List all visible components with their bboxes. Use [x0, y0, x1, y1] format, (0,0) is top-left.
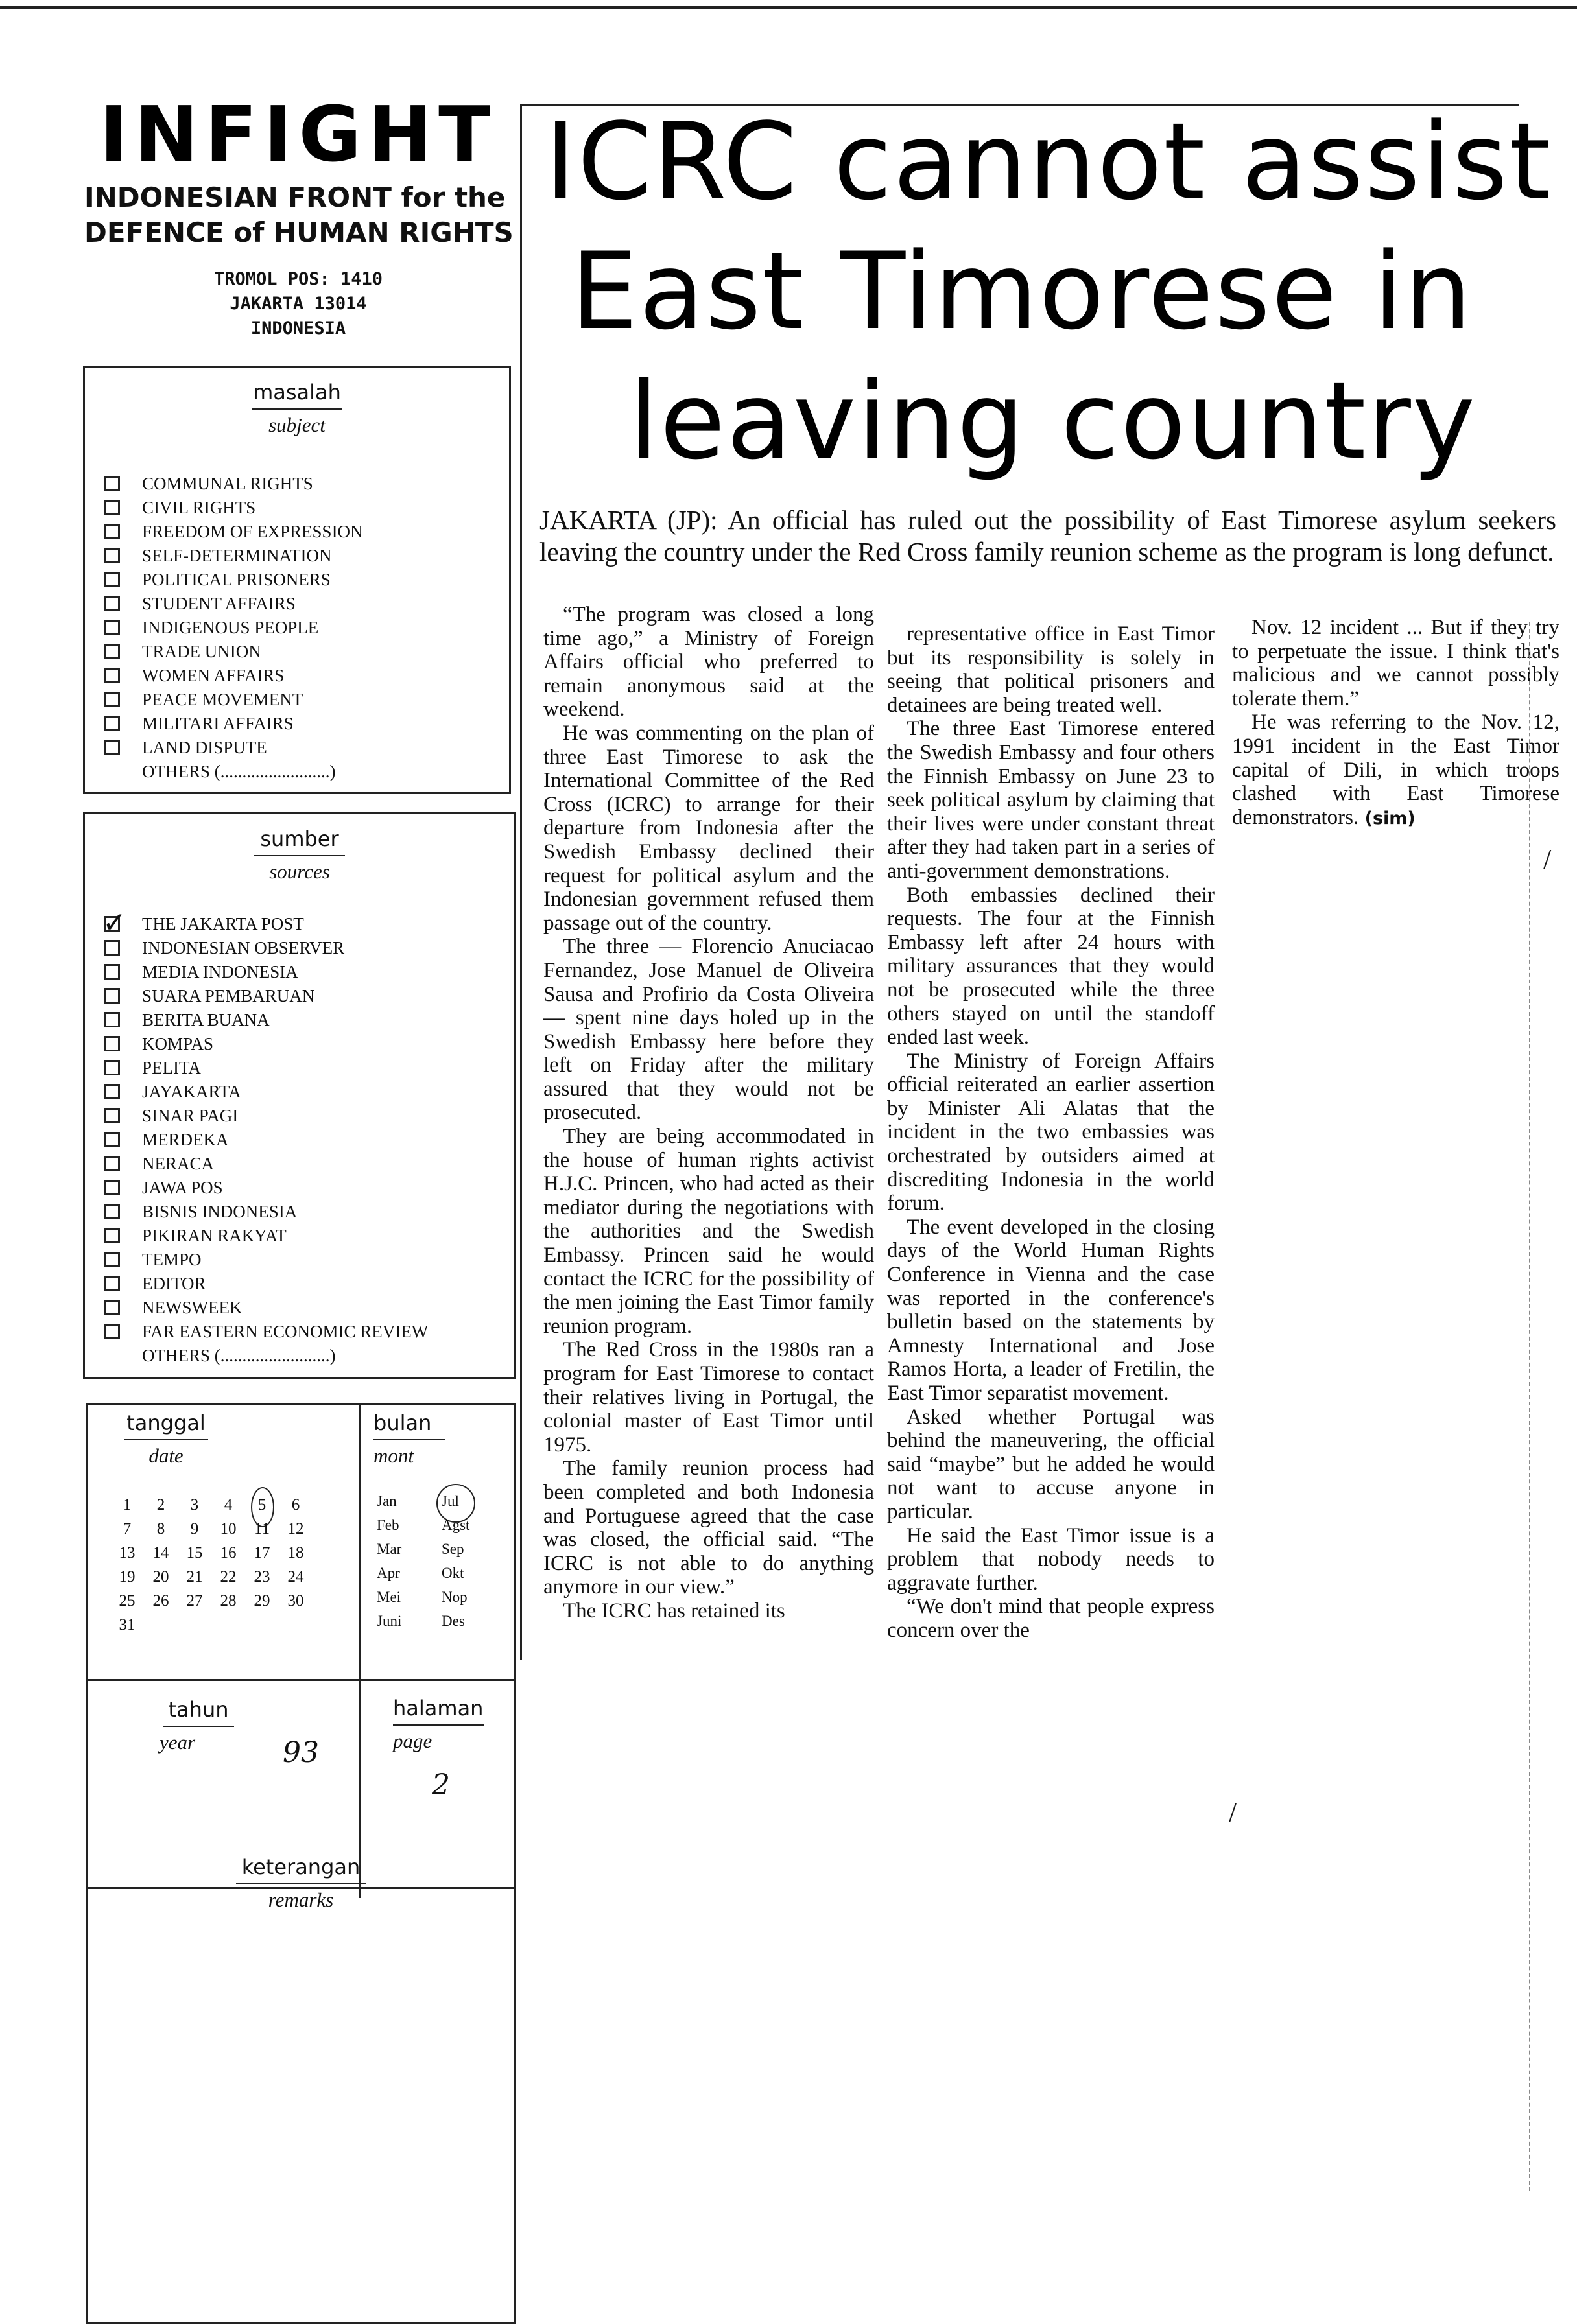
checkbox[interactable]	[104, 668, 120, 683]
date-box	[86, 1403, 516, 2324]
checklist-item	[104, 1104, 428, 1128]
checklist-label: STUDENT AFFAIRS	[142, 594, 296, 613]
calendar-day[interactable]: 12	[287, 1520, 304, 1538]
calendar-day[interactable]: 10	[220, 1520, 237, 1538]
remarks-header	[88, 1855, 514, 1912]
checklist-label: TEMPO	[142, 1250, 202, 1269]
calendar-month[interactable]: Mar	[377, 1541, 402, 1557]
checklist-item	[104, 496, 363, 520]
postal-address	[84, 267, 512, 341]
checklist-item	[104, 1056, 428, 1080]
checklist-label: MEDIA INDONESIA	[142, 962, 298, 981]
checkbox[interactable]	[104, 1084, 120, 1099]
checklist-label: MERDEKA	[142, 1130, 229, 1149]
calendar-day[interactable]: 6	[291, 1496, 300, 1514]
calendar-month[interactable]: Juni	[377, 1613, 402, 1629]
checkbox[interactable]	[104, 964, 120, 980]
checklist-item	[104, 1152, 428, 1176]
checklist-item	[104, 472, 363, 496]
date-title-rule	[124, 1439, 208, 1440]
calendar-day[interactable]: 4	[224, 1496, 233, 1514]
year-subtitle: year	[160, 1731, 196, 1754]
month-title-rule	[374, 1439, 445, 1440]
author-signoff: (sim)	[1358, 808, 1416, 828]
checkbox[interactable]	[104, 1156, 120, 1171]
calendar-day[interactable]: 23	[254, 1568, 270, 1586]
checklist-item	[104, 1296, 428, 1320]
year-title: tahun	[168, 1697, 229, 1722]
organization-name	[84, 180, 516, 250]
org-line-2: DEFENCE of HUMAN RIGHTS	[84, 217, 514, 248]
checkbox[interactable]	[104, 620, 120, 635]
subject-title: masalah	[253, 380, 341, 405]
checklist-label: WOMEN AFFAIRS	[142, 666, 285, 685]
checklist-label: COMMUNAL RIGHTS	[142, 474, 313, 493]
checklist-label: INDIGENOUS PEOPLE	[142, 618, 319, 637]
calendar-day[interactable]: 3	[190, 1496, 199, 1514]
infight-logo: INFIGHT	[99, 89, 497, 179]
page-handwritten: 2	[432, 1768, 450, 1802]
remarks-title: keterangan	[241, 1855, 361, 1879]
checkbox[interactable]	[104, 740, 120, 755]
margin-mark: /	[1543, 843, 1552, 875]
calendar-day[interactable]: 22	[220, 1568, 237, 1586]
checklist-label: SELF-DETERMINATION	[142, 546, 332, 565]
checklist-label: BISNIS INDONESIA	[142, 1202, 298, 1221]
checkbox[interactable]	[104, 1060, 120, 1075]
checklist-label: JAYAKARTA	[142, 1082, 241, 1101]
checklist-item	[104, 664, 363, 688]
sources-box	[83, 812, 516, 1379]
calendar-day[interactable]: 9	[190, 1520, 199, 1538]
calendar-month[interactable]: Agst	[442, 1517, 470, 1533]
article-paragraph: The three — Florencio Anuciacao Fernandez, Jose Manuel de Oliveira Sausa and Profirio da Costa Oliveira — spent nine days holed up in the Swedish Embassy here before they left on Friday after the military assured that they would not be prosecuted.	[543, 935, 874, 1125]
calendar-day[interactable]: 2	[156, 1496, 165, 1514]
address-line: INDONESIA	[250, 318, 346, 338]
checklist-item	[104, 544, 363, 568]
article-paragraph: He was referring to the Nov. 12, 1991 incident in the East Timor capital of Dili, in which troops clashed with East Timorese demonstrators. (sim)	[1232, 710, 1559, 829]
checkbox[interactable]	[104, 1012, 120, 1027]
checklist-others: OTHERS (.........................)	[142, 1346, 336, 1365]
checklist-label: SUARA PEMBARUAN	[142, 986, 315, 1005]
subject-header	[85, 380, 509, 437]
article-paragraph: Asked whether Portugal was behind the maneuvering, the official said “maybe” but he added he would not want to accuse anyone in particular.	[887, 1405, 1215, 1523]
month-subtitle: mont	[374, 1444, 414, 1467]
checklist-item	[104, 1224, 428, 1248]
remarks-subtitle: remarks	[268, 1888, 334, 1911]
checklist-label: PEACE MOVEMENT	[142, 690, 303, 709]
checkbox[interactable]	[104, 1276, 120, 1291]
article-paragraph: Both embassies declined their requests. The four at the Finnish Embassy left after 24 hours with military assurances that they would not be prosecuted while the three others stayed on until the standoff ended last week.	[887, 883, 1215, 1050]
headline-line-1: ICRC cannot assist	[545, 100, 1552, 224]
headline-line-2: East Timorese in	[571, 229, 1473, 353]
checkbox[interactable]	[104, 1108, 120, 1123]
remarks-title-rule	[236, 1883, 366, 1884]
calendar-day[interactable]: 21	[186, 1568, 203, 1586]
year-handwritten: 93	[283, 1736, 319, 1769]
page-title: halaman	[393, 1696, 484, 1720]
checklist-item	[104, 1200, 428, 1224]
calendar-day[interactable]: 25	[119, 1592, 136, 1610]
article-paragraph: The Red Cross in the 1980s ran a program for East Timorese to contact their relatives living in Portugal, the colonial master of East Timor until 1975.	[543, 1338, 874, 1457]
checklist-item	[104, 568, 363, 592]
article-paragraph: representative office in East Timor but its responsibility is solely in seeing that political prisoners and detainees are being treated well.	[887, 622, 1215, 717]
org-line-1: INDONESIAN FRONT for the	[84, 182, 506, 213]
checklist-item	[104, 592, 363, 616]
calendar-month[interactable]: Des	[442, 1613, 465, 1629]
date-divider-vertical	[359, 1405, 361, 1898]
checklist-item	[104, 712, 363, 736]
checkbox[interactable]	[104, 1204, 120, 1219]
checkbox[interactable]	[104, 1228, 120, 1243]
calendar-day[interactable]: 1	[123, 1496, 132, 1514]
article-paragraph: Nov. 12 incident ... But if they try to perpetuate the issue. I think that's malicious and we cannot possibly tolerate them.”	[1232, 616, 1559, 710]
calendar-month[interactable]: Jan	[377, 1493, 397, 1509]
checkbox[interactable]	[104, 940, 120, 956]
article-paragraph: They are being accommodated in the house of human rights activist H.J.C. Princen, who had acted as their mediator during the negotiations with the authorities and the Swedish Embassy. Princen said he would contact the ICRC for the possibility of the men joining the East Timor family reunion program.	[543, 1125, 874, 1338]
right-margin-dashes	[1529, 622, 1530, 2191]
sources-subtitle: sources	[269, 860, 330, 883]
calendar-day[interactable]: 17	[254, 1544, 270, 1562]
continuation-mark: /	[1229, 1796, 1237, 1828]
checklist-label: CIVIL RIGHTS	[142, 498, 256, 517]
page-title-rule	[393, 1724, 484, 1726]
calendar-day[interactable]: 29	[254, 1592, 270, 1610]
checklist-label: PIKIRAN RAKYAT	[142, 1226, 287, 1245]
checkbox[interactable]	[104, 572, 120, 587]
checkbox[interactable]	[104, 692, 120, 707]
checklist-label: JAWA POS	[142, 1178, 223, 1197]
subject-box	[83, 366, 511, 794]
sources-checklist	[104, 912, 428, 1368]
top-edge-rule	[0, 6, 1577, 9]
article-paragraph: He said the East Timor issue is a problem that nobody needs to aggravate further.	[887, 1523, 1215, 1595]
checklist-label: SINAR PAGI	[142, 1106, 239, 1125]
article-paragraph: The family reunion process had been completed and both Indonesia and Portuguese agreed that the case was closed, the official said. “The ICRC is not able to do anything anymore in our view.”	[543, 1457, 874, 1599]
checklist-others: OTHERS (.........................)	[142, 762, 336, 781]
calendar-day[interactable]: 30	[287, 1592, 304, 1610]
article-paragraph: The ICRC has retained its	[563, 1599, 785, 1623]
checklist-item	[104, 960, 428, 984]
calendar-day[interactable]: 15	[186, 1544, 203, 1562]
checkbox[interactable]	[104, 1300, 120, 1315]
subject-title-rule	[252, 408, 342, 410]
checkbox[interactable]	[104, 524, 120, 539]
article-paragraph: The three East Timorese entered the Swedish Embassy and four others the Finnish Embassy on June 23 to seek political asylum by claiming that their lives were under constant threat after they had taken part in a series of anti-government demonstrations.	[887, 717, 1215, 883]
checklist-label: LAND DISPUTE	[142, 738, 267, 757]
article-paragraph: “We don't mind that people express concern over the	[887, 1595, 1215, 1642]
year-title-rule	[163, 1726, 234, 1727]
address-line: TROMOL POS: 1410	[213, 269, 383, 289]
checklist-label: FREEDOM OF EXPRESSION	[142, 522, 363, 541]
checklist-item	[104, 1008, 428, 1032]
sources-header	[85, 827, 514, 884]
calendar-month[interactable]: Sep	[442, 1541, 464, 1557]
article-column-1	[543, 603, 874, 1623]
article-paragraph: He was commenting on the plan of three East Timorese to ask the International Committee of the Red Cross (ICRC) to arrange for their departure from Indonesia after the Swedish Embassy declined their request for political asylum and the Indonesian government refused them passage out of the country.	[543, 721, 874, 935]
calendar-day[interactable]: 28	[220, 1592, 237, 1610]
checkbox[interactable]	[104, 596, 120, 611]
checkbox[interactable]	[104, 1252, 120, 1267]
checklist-item	[104, 688, 363, 712]
article-paragraph: “The program was closed a long time ago,” a Ministry of Foreign Affairs official who preferred to remain anonymous said at the weekend.	[543, 603, 874, 722]
checklist-label: INDONESIAN OBSERVER	[142, 938, 345, 957]
calendar-month[interactable]: Apr	[377, 1565, 400, 1581]
calendar-day[interactable]: 16	[220, 1544, 237, 1562]
checkbox[interactable]	[104, 548, 120, 563]
article-column-2	[887, 622, 1215, 1643]
checkbox[interactable]	[104, 476, 120, 491]
page-header	[393, 1696, 497, 1753]
calendar-day[interactable]: 20	[152, 1568, 169, 1586]
headline-line-3: leaving country	[629, 359, 1476, 483]
calendar-day[interactable]: 13	[119, 1544, 136, 1562]
checkbox[interactable]	[104, 1036, 120, 1051]
checkbox[interactable]	[104, 988, 120, 1004]
calendar-day[interactable]: 27	[186, 1592, 203, 1610]
article-paragraph: The Ministry of Foreign Affairs official reiterated an earlier assertion by Minister Ali Alatas that the incident in the two embassies was orchestrated by outsiders aimed at discrediting Indonesia in the world forum.	[887, 1049, 1215, 1215]
date-header	[88, 1411, 244, 1468]
checklist-item	[104, 1248, 428, 1272]
checkbox[interactable]	[104, 500, 120, 515]
checklist-label: THE JAKARTA POST	[142, 914, 304, 933]
page-subtitle: page	[393, 1730, 433, 1752]
subject-subtitle: subject	[268, 414, 326, 436]
checkbox[interactable]	[104, 644, 120, 659]
checklist-label: PELITA	[142, 1058, 201, 1077]
calendar-day[interactable]: 5	[257, 1496, 267, 1514]
calendar-month[interactable]: Okt	[442, 1565, 464, 1581]
address-line: JAKARTA 13014	[230, 294, 367, 314]
checklist-label: BERITA BUANA	[142, 1010, 270, 1029]
checklist-item	[104, 520, 363, 544]
checklist-label: TRADE UNION	[142, 642, 261, 661]
year-header	[88, 1697, 309, 1754]
checklist-label: KOMPAS	[142, 1034, 214, 1053]
checklist-item	[104, 1080, 428, 1104]
calendar-day[interactable]: 7	[123, 1520, 132, 1538]
checklist-item	[104, 912, 428, 936]
checklist-item	[104, 1272, 428, 1296]
date-subtitle: date	[148, 1444, 184, 1467]
checkbox-checked[interactable]	[104, 916, 120, 932]
calendar-day[interactable]: 11	[254, 1520, 270, 1538]
calendar-day[interactable]: 8	[156, 1520, 165, 1538]
calendar-month[interactable]: Nop	[442, 1589, 468, 1605]
sources-title: sumber	[260, 827, 339, 851]
article-left-rule	[520, 104, 522, 1660]
date-divider-horizontal	[88, 1679, 514, 1681]
month-title: bulan	[374, 1411, 432, 1435]
checklist-label: NERACA	[142, 1154, 215, 1173]
checkbox[interactable]	[104, 1324, 120, 1339]
checklist-item	[104, 1176, 428, 1200]
checklist-label: POLITICAL PRISONERS	[142, 570, 331, 589]
checklist-item	[104, 736, 363, 760]
checklist-item	[104, 1320, 428, 1344]
article-column-3	[1232, 616, 1559, 830]
calendar-day[interactable]: 26	[152, 1592, 169, 1610]
checklist-item	[104, 936, 428, 960]
subject-checklist	[104, 472, 363, 784]
checklist-label: EDITOR	[142, 1274, 206, 1293]
calendar-month[interactable]: Feb	[377, 1517, 399, 1533]
calendar-month[interactable]: Mei	[377, 1589, 401, 1605]
calendar-day[interactable]: 31	[119, 1616, 136, 1634]
checklist-item	[104, 1128, 428, 1152]
checklist-item	[104, 1032, 428, 1056]
checklist-label: MILITARI AFFAIRS	[142, 714, 294, 733]
checklist-label: FAR EASTERN ECONOMIC REVIEW	[142, 1322, 429, 1341]
calendar-day[interactable]: 18	[287, 1544, 304, 1562]
checkbox[interactable]	[104, 716, 120, 731]
date-title: tanggal	[126, 1411, 206, 1435]
calendar-month[interactable]: Jul	[442, 1493, 459, 1509]
month-header	[374, 1411, 484, 1468]
checklist-item	[104, 640, 363, 664]
article-paragraph: The event developed in the closing days of the World Human Rights Conference in Vienna and the case was reported in the conference's bulletin based on the statements by Amnesty International and Jose Ramos Horta, a leader of Fretilin, the East Timor separatist movement.	[887, 1215, 1215, 1405]
article-lede: JAKARTA (JP): An official has ruled out the possibility of East Timorese asylum seekers leaving the country under the Red Cross family reunion scheme as the program is long defunct.	[540, 505, 1556, 567]
checkbox[interactable]	[104, 1132, 120, 1147]
checklist-item	[104, 616, 363, 640]
calendar-day[interactable]: 24	[287, 1568, 304, 1586]
calendar-day[interactable]: 19	[119, 1568, 136, 1586]
checklist-label: NEWSWEEK	[142, 1298, 243, 1317]
checkbox[interactable]	[104, 1180, 120, 1195]
calendar-day[interactable]: 14	[152, 1544, 169, 1562]
sources-title-rule	[254, 855, 345, 856]
checklist-item	[104, 984, 428, 1008]
